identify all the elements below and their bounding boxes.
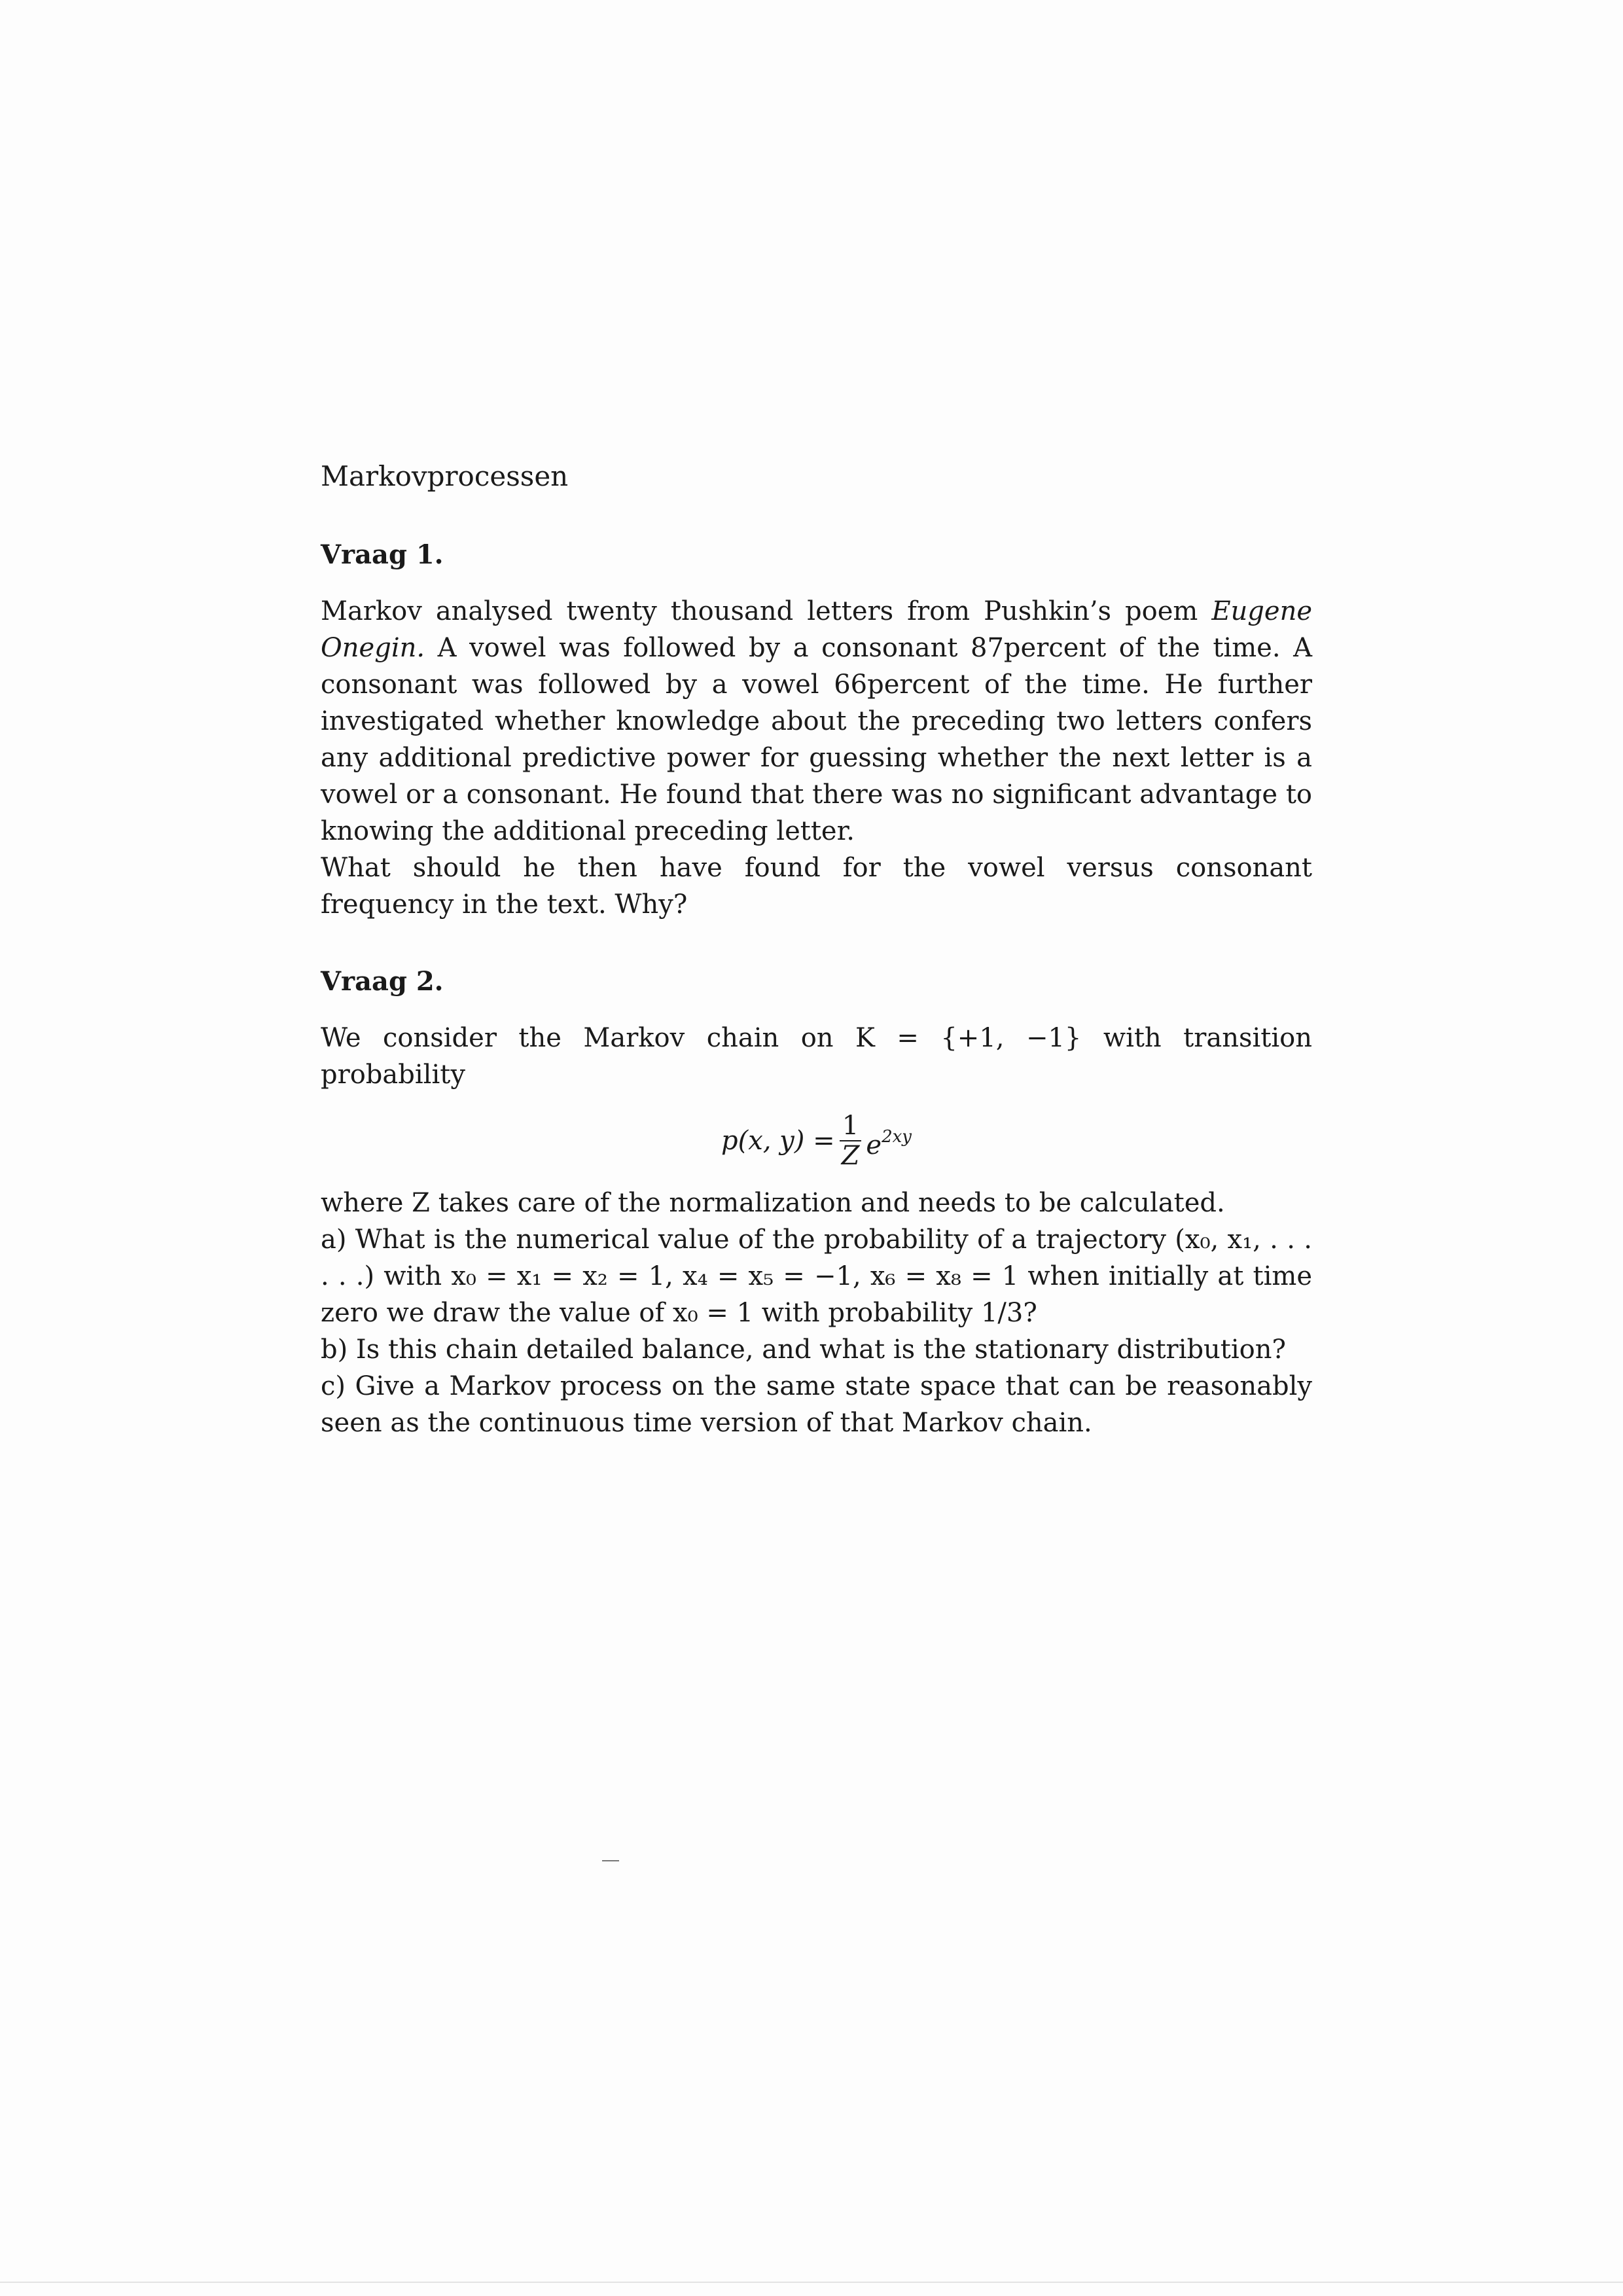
- question-2-heading: Vraag 2.: [321, 966, 444, 997]
- formula-exponential: $e^{2xy}$: [866, 1126, 912, 1160]
- poem-title: Eugene Onegin.: [321, 596, 1312, 663]
- question-2-part-a: a) What is the numerical value of the probability of a trajectory (x₀, x₁, . . . . . .) with x₀ = x₁ = x₂ = 1, x₄ = x₅ = −1, x₆ = x₈ = 1 when initially at time zero we draw the value of x₀ = 1 with probability 1/3?: [321, 1225, 1312, 1328]
- formula-denominator: Z: [841, 1141, 860, 1171]
- question-1-text-end: A vowel was followed by a consonant 87percent of the time. A consonant was followed by a vowel 66percent of the time. He further investigated whether knowledge about the preceding two letters confers any additional predictive power for guessing whether the next letter is a vowel or a consonant. He found that there was no significant advantage to knowing the additional preceding letter.: [321, 633, 1312, 846]
- question-2-part-b: b) Is this chain detailed balance, and what is the stationary distribution?: [321, 1335, 1286, 1365]
- formula-exponent: 2xy: [882, 1126, 912, 1147]
- question-1-text: [321, 593, 1312, 850]
- stray-mark: [602, 1860, 619, 1861]
- question-2-intro: We consider the Markov chain on K = {+1, −1} with transition probability: [321, 1023, 1312, 1090]
- transition-probability-formula: [321, 1111, 1312, 1170]
- question-2-part-c: c) Give a Markov process on the same state space that can be reasonably seen as the continuous time version of that Markov chain.: [321, 1371, 1312, 1438]
- document-content: [321, 458, 1312, 1441]
- document-title: Markovprocessen: [321, 460, 569, 492]
- formula-lhs: p(x, y) =: [721, 1126, 835, 1156]
- question-1-question: What should he then have found for the vowel versus consonant frequency in the text. Why?: [321, 853, 1312, 920]
- formula-numerator: 1: [840, 1111, 861, 1141]
- question-1-heading: Vraag 1.: [321, 539, 444, 570]
- formula-fraction: [839, 1111, 863, 1170]
- question-2-normalization: where Z takes care of the normalization and needs to be calculated.: [321, 1188, 1225, 1218]
- question-1-text-start: Markov analysed twenty thousand letters from Pushkin’s poem: [321, 596, 1212, 626]
- scan-edge: [0, 2282, 1623, 2283]
